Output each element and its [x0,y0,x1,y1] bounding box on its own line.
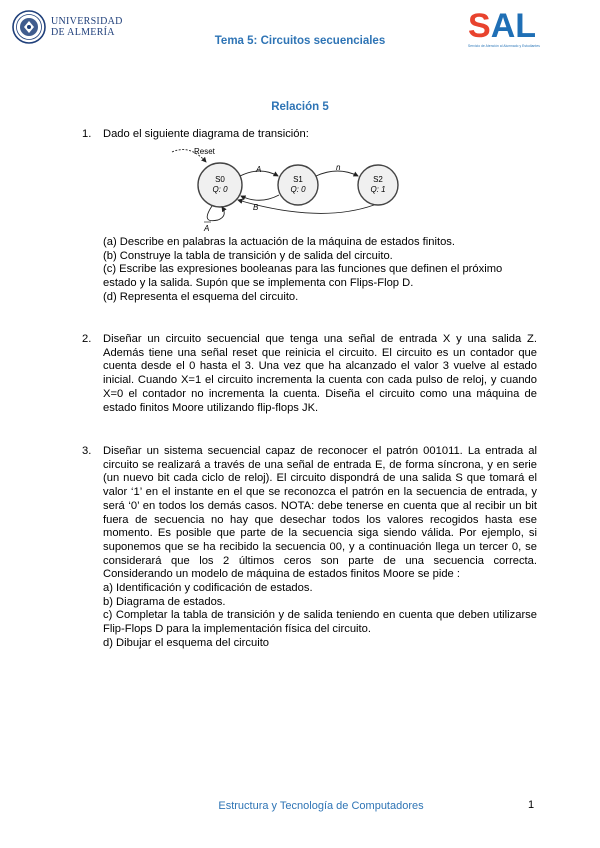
state-s1-output: Q: 0 [290,185,306,194]
state-s1-name: S1 [293,175,303,184]
sal-logo [468,7,560,48]
state-s2-name: S2 [373,175,383,184]
question-1-item-c: (c) Escribe las expresiones booleanas para las funciones que definen el próximo estado y la salida. Supón que se implementa con Flips-Flop D. [103,263,503,290]
state-transition-diagram [170,142,410,234]
sal-logo-a: A [490,7,516,45]
page-number: 1 [528,799,535,811]
question-2 [82,333,537,415]
state-s2 [358,165,398,205]
state-s1 [278,165,318,205]
self-loop-label: A [204,224,210,233]
question-1-number: 1. [82,128,92,140]
question-1-item-b: (b) Construye la tabla de transición y de salida del circuito. [103,249,393,262]
state-s0-output: Q: 0 [212,185,228,194]
self-loop-s0 [207,206,224,221]
question-3 [82,445,537,651]
footer-course-name: Estructura y Tecnología de Computadores [218,800,424,812]
question-1 [82,128,537,142]
edge-b-label: B [253,203,259,212]
state-s0 [198,163,242,207]
relacion-heading: Relación 5 [271,101,329,113]
reset-label: Reset [194,147,215,156]
state-s2-output: Q: 1 [370,185,386,194]
question-3-item-c: c) Completar la tabla de transición y de salida teniendo en cuenta que deben utilizarse Flip-Flops D para la implementación física del circuito. [103,609,537,636]
question-1-intro: Dado el siguiente diagrama de transición: [103,128,309,140]
question-1-item-a: (a) Describe en palabras la actuación de la máquina de estados finitos. [103,236,455,248]
university-name-line2: DE ALMERÍA [51,27,115,38]
state-s0-name: S0 [215,175,225,184]
question-3-text: Diseñar un sistema secuencial capaz de reconocer el patrón 001011. La entrada al circuito se realizará a través de una señal de entrada E, de forma síncrona, y en serie (un nuevo bit cada ciclo de reloj). El circuito dispondrá de una salida S que tomará el valor ‘1’ en el instante en el que se reconozca el patrón en la secuencia de entrada, y será ‘0’ en todos los demás casos. NOTA: debe tenerse en cuenta que al recibir un bit fuera de secuencia no hay que desechar todos los valores recogidos hasta ese momento. Es posible que parte de la secuencia siga siendo válida. Por ejemplo, si suponemos que se ha recibido la secuencia 00, y a continuación llega un tercer 0, se considerará que los 2 últimos ceros son parte de una secuencia correcta. Considerando un modelo de máquina de estados finitos Moore se pide : [103,445,537,581]
question-1-item-d: (d) Representa el esquema del circuito. [103,290,299,303]
question-2-text: Diseñar un circuito secuencial que tenga una señal de entrada X y una salida Z. Además tiene una señal reset que reinicia el circuito. El circuito es un contador que cuenta desde el 0 hasta el 3. Una vez que ha alcanzado el valor 3 vuelve al estado inicial. Cuando X=1 el circuito incrementa la cuenta con cada pulso de reloj, y cuando X=0 el contador no incrementa la cuenta. Diseña el circuito como una máquina de estado finitos Moore utilizando flip-flops JK. [103,333,537,414]
sal-logo-l: L [515,7,537,45]
question-2-number: 2. [82,333,92,345]
university-name-line1: UNIVERSIDAD [51,16,123,27]
question-1-items [82,236,537,305]
question-3-item-b: b) Diagrama de estados. [103,595,226,608]
question-3-item-d: d) Dibujar el esquema del circuito [103,636,270,649]
question-3-item-a: a) Identificación y codificación de estados. [103,582,313,595]
sal-logo-s: S [468,7,491,45]
page-header-title: Tema 5: Circuitos secuenciales [214,35,386,47]
question-3-number: 3. [82,445,92,457]
edge-n-label: n [336,163,341,172]
edge-s1-s0 [241,195,279,200]
edge-a-label: A [256,165,262,174]
sal-logo-subtitle: Servicio de Atención al Alumnado y Estudiantes [468,44,540,48]
